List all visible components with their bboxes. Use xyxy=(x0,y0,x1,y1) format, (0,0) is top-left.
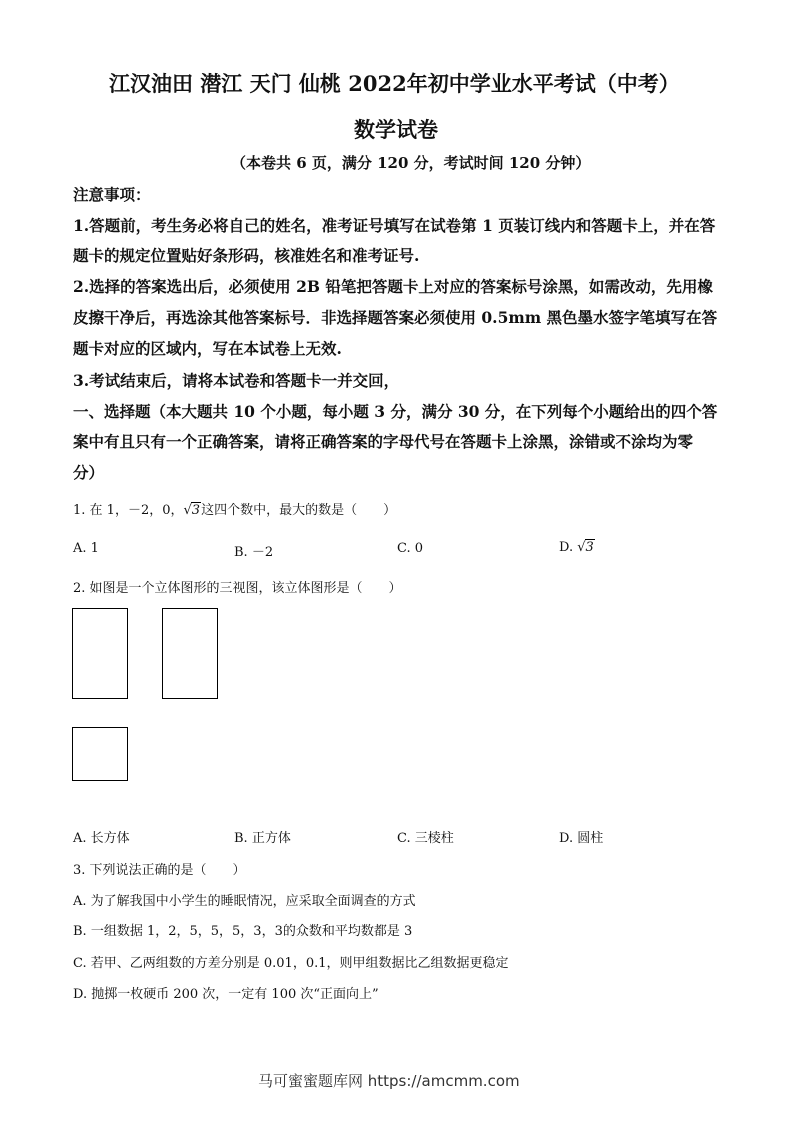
notice-line-1: 1.答题前，考生务必将自己的姓名，准考证号填写在试卷第 1 页装订线内和答题卡上，并在答 xyxy=(73,216,716,235)
question-2-option-a: A. 长方体 xyxy=(73,831,130,846)
question-2-stem: 2. 如图是一个立体图形的三视图，该立体图形是（ ） xyxy=(73,581,402,596)
question-3-stem: 3. 下列说法正确的是（ ） xyxy=(73,863,246,878)
sqrt-symbol: √3 xyxy=(577,540,594,555)
notice-line-2: 题卡的规定位置贴好条形码，核准姓名和准考证号. xyxy=(73,246,420,265)
section-heading-line-1: 一、选择题（本大题共 10 个小题，每小题 3 分，满分 30 分，在下列每个小题给出的四个答 xyxy=(73,402,718,421)
question-1-option-b: B. －2 xyxy=(234,545,274,560)
exam-title: 江汉油田 潜江 天门 仙桃 2022年初中学业水平考试（中考） xyxy=(109,71,680,96)
notice-line-4: 皮擦干净后，再选涂其他答案标号．非选择题答案必须使用 0.5mm 黑色墨水签字笔填写在答 xyxy=(73,308,718,327)
question-1-prefix: 1. 在 1，－2，0， xyxy=(73,503,184,518)
question-1-stem xyxy=(73,499,396,518)
question-1-option-a: A. 1 xyxy=(73,541,99,556)
question-1-option-c: C. 0 xyxy=(397,541,424,556)
question-2-option-d: D. 圆柱 xyxy=(559,831,604,846)
section-heading-line-2: 案中有且只有一个正确答案，请将正确答案的字母代号在答题卡上涂黑，涂错或不涂均为零 xyxy=(73,432,694,451)
question-2-option-b: B. 正方体 xyxy=(234,831,291,846)
question-3-option-b: B. 一组数据 1，2，5，5，5，3，3的众数和平均数都是 3 xyxy=(73,924,413,939)
sqrt-symbol: √3 xyxy=(183,503,201,518)
notice-heading: 注意事项： xyxy=(73,185,151,204)
section-heading-line-3: 分） xyxy=(73,463,105,482)
notice-line-6: 3.考试结束后，请将本试卷和答题卡一并交回， xyxy=(73,371,400,390)
subject-title: 数学试卷 xyxy=(354,117,438,142)
question-2-option-c: C. 三棱柱 xyxy=(397,831,454,846)
exam-info: （本卷共 6 页，满分 120 分，考试时间 120 分钟） xyxy=(231,154,591,172)
question-1-option-d: D. √3 xyxy=(559,540,594,555)
question-3-option-a: A. 为了解我国中小学生的睡眠情况，应采取全面调查的方式 xyxy=(73,894,416,909)
notice-line-3: 2.选择的答案选出后，必须使用 2B 铅笔把答题卡上对应的答案标号涂黑，如需改动，先用橡 xyxy=(73,277,713,296)
side-view-rectangle xyxy=(162,608,218,699)
question-1-suffix: 这四个数中，最大的数是（ ） xyxy=(201,503,397,518)
question-3-option-d: D. 抛掷一枚硬币 200 次，一定有 100 次“正面向上” xyxy=(73,987,379,1002)
notice-line-5: 题卡对应的区域内，写在本试卷上无效. xyxy=(73,339,342,358)
question-3-option-c: C. 若甲、乙两组数的方差分别是 0.01，0.1，则甲组数据比乙组数据更稳定 xyxy=(73,956,509,971)
footer-watermark: 马可蜜蜜题库网 https://amcmm.com xyxy=(258,1072,520,1090)
top-view-square xyxy=(72,727,128,781)
front-view-rectangle xyxy=(72,608,128,699)
